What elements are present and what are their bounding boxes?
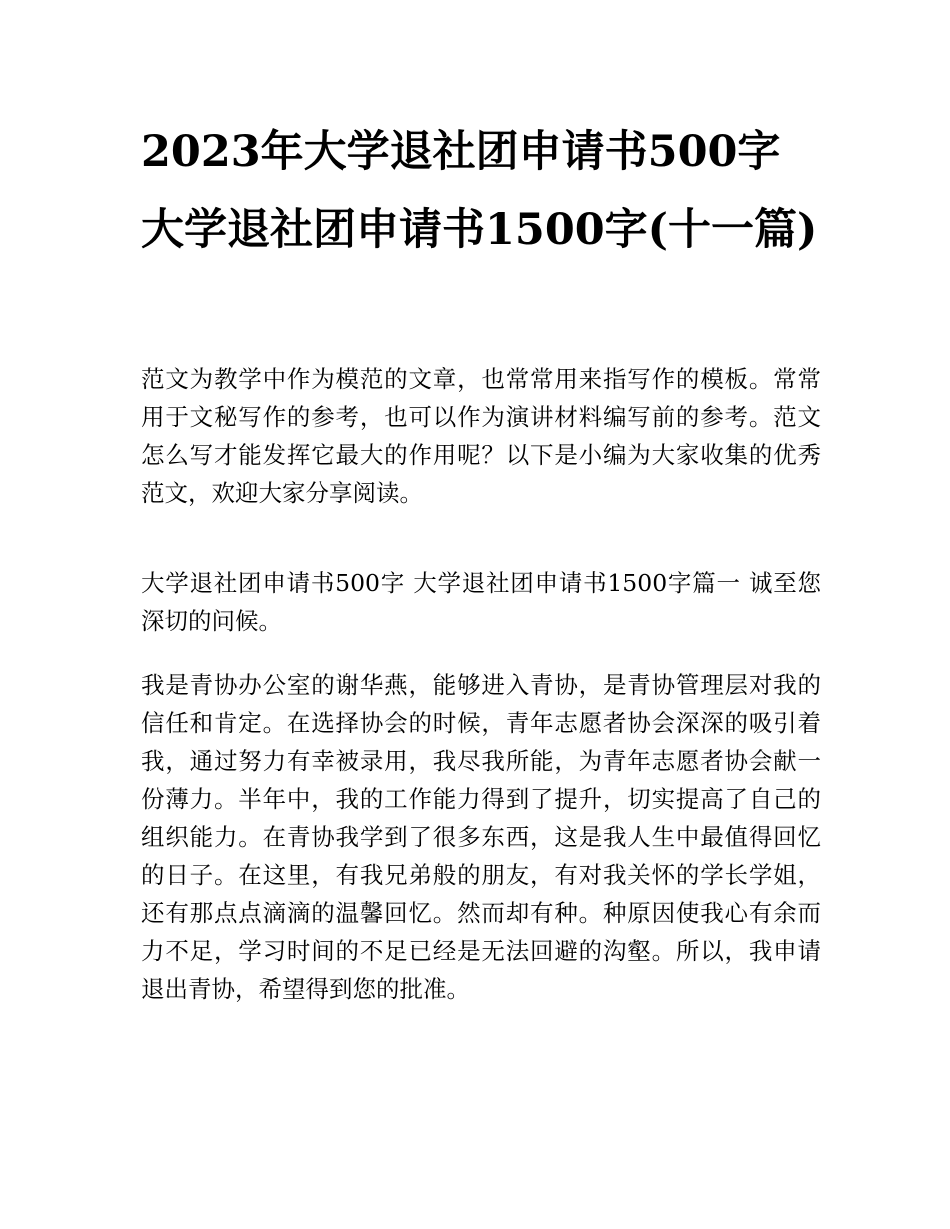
section-heading-paragraph: 大学退社团申请书500字 大学退社团申请书1500字篇一 诚至您深切的问候。 bbox=[141, 569, 821, 635]
letter-body-paragraph: 我是青协办公室的谢华燕，能够进入青协，是青协管理层对我的信任和肯定。在选择协会的时候，青年志愿者协会深深的吸引着我，通过努力有幸被录用，我尽我所能，为青年志愿者协会献一份薄力。半年中，我的工作能力得到了提升，切实提高了自己的组织能力。在青协我学到了很多东西，这是我人生中最值得回忆的日子。在这里，有我兄弟般的朋友，有对我关怀的学长学姐，还有那点点滴滴的温馨回忆。然而却有种。种原因使我心有余而力不足，学习时间的不足已经是无法回避的沟壑。所以，我申请退出青协，希望得到您的批准。 bbox=[141, 671, 821, 1003]
intro-paragraph: 范文为教学中作为模范的文章，也常常用来指写作的模板。常常用于文秘写作的参考，也可以作为演讲材料编写前的参考。范文怎么写才能发挥它最大的作用呢？以下是小编为大家收集的优秀范文，欢迎大家分享阅读。 bbox=[141, 365, 821, 507]
document-title: 2023年大学退社团申请书500字 大学退社团申请书1500字(十一篇) bbox=[141, 127, 818, 255]
